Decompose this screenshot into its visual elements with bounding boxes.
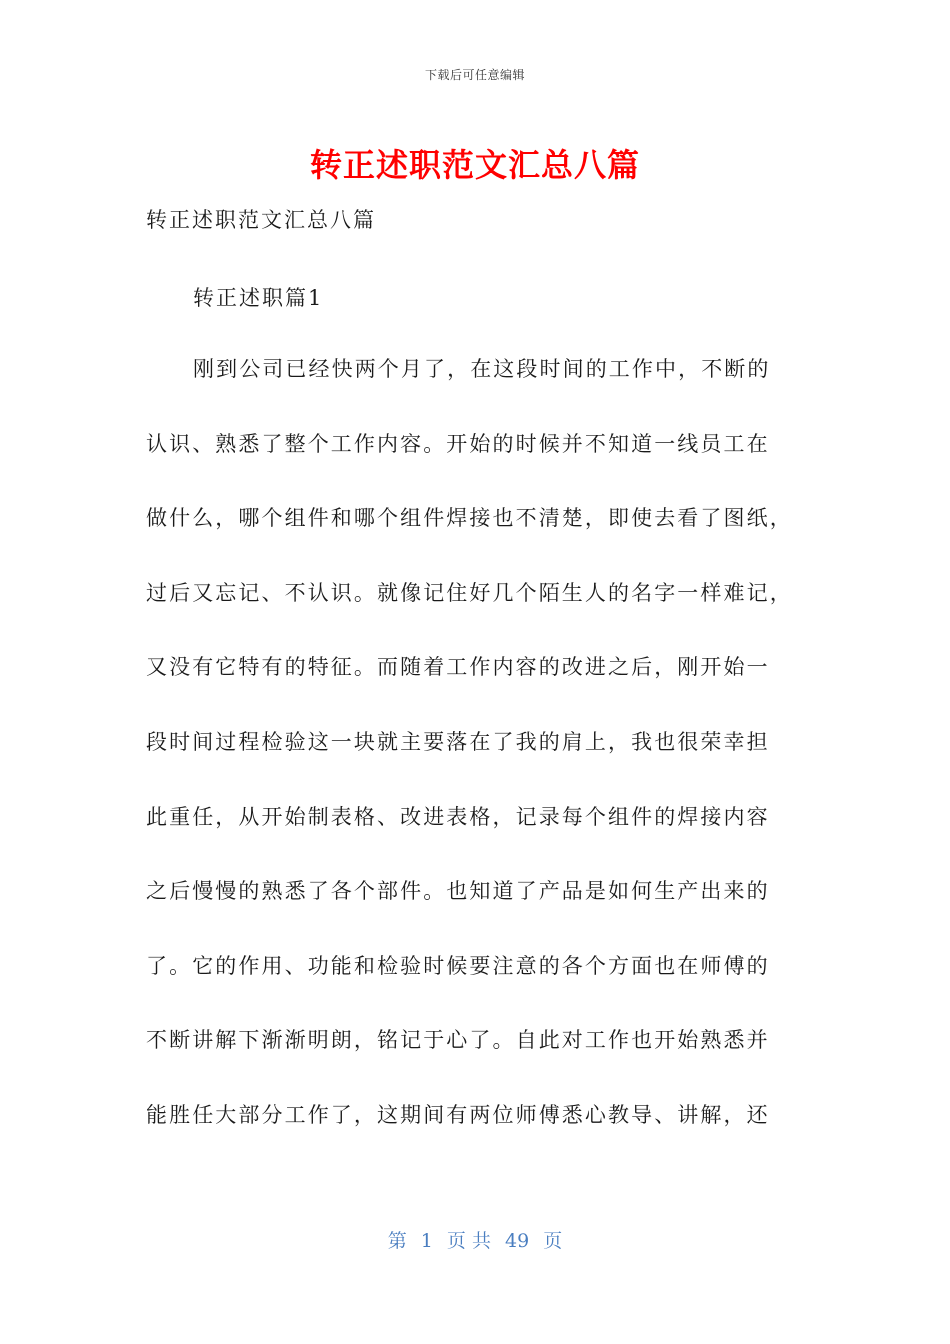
footer-middle: 页 共 (446, 1230, 491, 1252)
section-heading: 转正述职篇1 (193, 286, 324, 310)
body-line: 认识、熟悉了整个工作内容。开始的时候并不知道一线员工在 (146, 431, 770, 456)
footer-prefix: 第 (387, 1230, 407, 1252)
document-subtitle: 转正述职范文汇总八篇 (146, 208, 376, 232)
body-text (146, 354, 806, 1175)
body-line: 做什么，哪个组件和哪个组件焊接也不清楚，即使去看了图纸， (146, 506, 793, 531)
body-line: 又没有它特有的特征。而随着工作内容的改进之后，刚开始一 (146, 655, 770, 680)
footer-total-pages: 49 (505, 1230, 530, 1252)
footer-page-number: 1 (420, 1230, 433, 1252)
body-line: 了。它的作用、功能和检验时候要注意的各个方面也在师傅的 (146, 953, 770, 978)
body-line: 不断讲解下渐渐明朗，铭记于心了。自此对工作也开始熟悉并 (146, 1028, 770, 1053)
document-title: 转正述职范文汇总八篇 (309, 146, 640, 184)
body-line: 刚到公司已经快两个月了，在这段时间的工作中，不断的 (193, 357, 771, 381)
body-line: 过后又忘记、不认识。就像记住好几个陌生人的名字一样难记， (146, 580, 793, 605)
body-line: 能胜任大部分工作了，这期间有两位师傅悉心教导、讲解，还 (146, 1102, 770, 1127)
page-footer (0, 1226, 950, 1253)
header-note: 下载后可任意编辑 (424, 68, 525, 82)
body-line: 段时间过程检验这一块就主要落在了我的肩上，我也很荣幸担 (146, 729, 770, 754)
body-line: 此重任，从开始制表格、改进表格，记录每个组件的焊接内容 (146, 804, 770, 829)
footer-suffix: 页 (543, 1230, 563, 1252)
body-line: 之后慢慢的熟悉了各个部件。也知道了产品是如何生产出来的 (146, 879, 770, 904)
